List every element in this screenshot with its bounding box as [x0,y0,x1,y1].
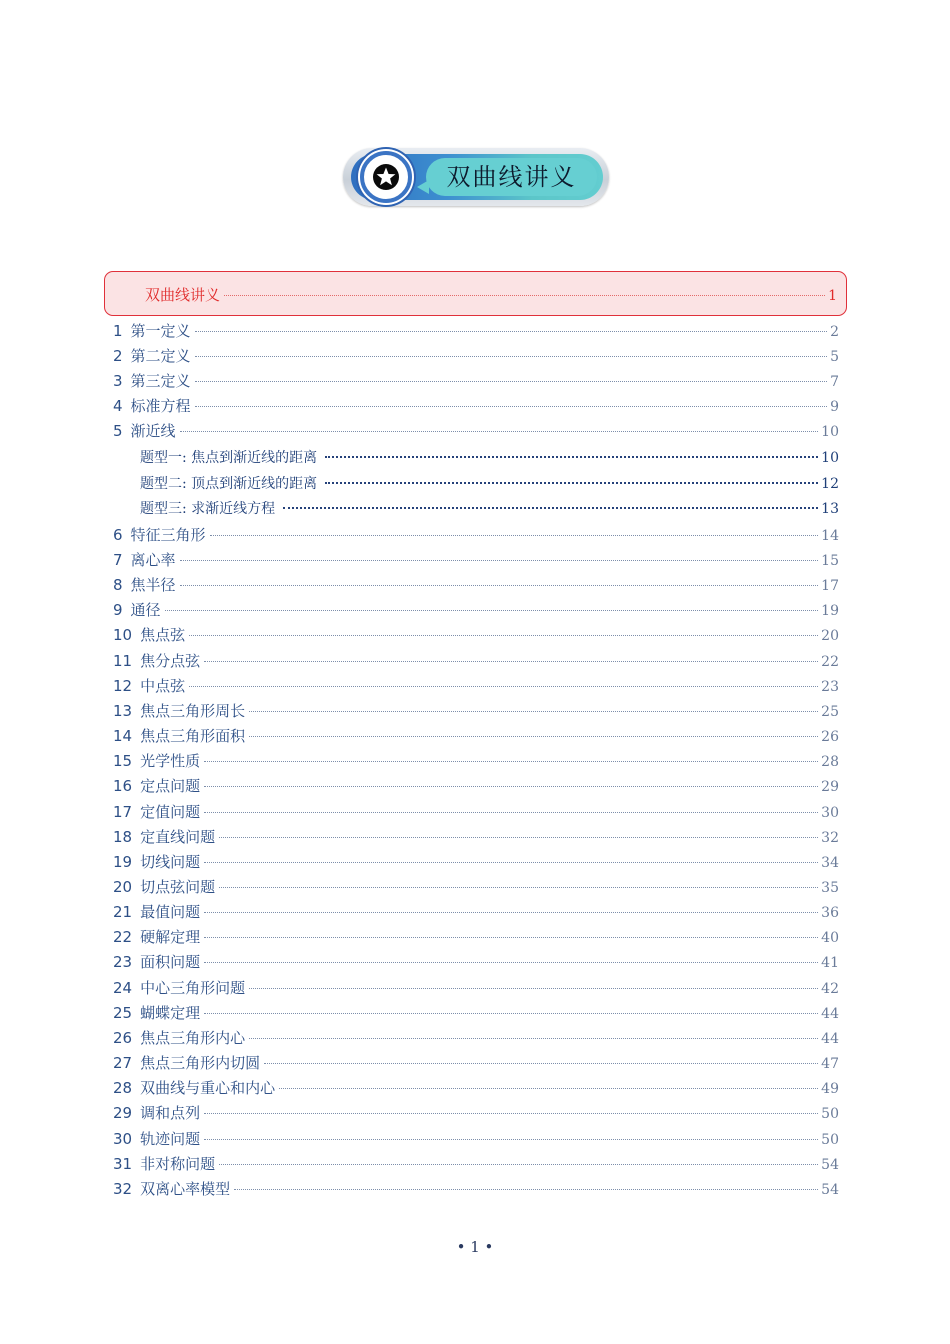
toc-leader [180,560,819,561]
toc-leader [204,1139,818,1140]
toc-entry-label [113,876,215,897]
toc-entry-page: 44 [821,1031,839,1047]
toc-entry-label [113,951,200,972]
toc-entry-number: 10 [113,626,133,644]
toc-entry-text: 题型三: 求渐近线方程 [140,501,276,517]
toc-entry-page: 12 [821,476,839,492]
toc-entry-number: 8 [113,576,123,594]
toc-entry-label [113,851,200,872]
toc-entry-number: 3 [113,372,123,390]
toc-entry-page: 54 [821,1157,839,1173]
toc-entry-text: 蝴蝶定理 [140,1004,201,1022]
toc-entry-number: 15 [113,752,133,770]
toc-entry-number: 14 [113,727,133,745]
toc-entry-label [113,420,176,441]
toc-entry-page: 19 [821,603,839,619]
toc-entry-number: 13 [113,702,133,720]
toc-entry-label [113,1102,200,1123]
toc-entry[interactable] [113,1128,839,1148]
toc-entry-page: 23 [821,679,839,695]
toc-leader [204,661,818,662]
toc-entry-page: 50 [821,1106,839,1122]
toc-entry-text: 光学性质 [140,752,201,770]
toc-leader [189,686,818,687]
toc-entry-text: 离心率 [130,551,176,569]
toc-leader [204,761,818,762]
toc-leader [204,812,818,813]
toc-leader [195,331,828,332]
toc-entry-text: 调和点列 [140,1104,201,1122]
toc-entry-text: 定值问题 [140,803,201,821]
toc-entry[interactable] [113,1077,839,1097]
toc-leader [195,356,828,357]
toc-entry-page: 44 [821,1006,839,1022]
toc-entry-label [113,549,176,570]
toc-entry-page: 25 [821,704,839,720]
toc-entry-page: 14 [821,528,839,544]
toc-entry-page: 42 [821,981,839,997]
toc-entry-text: 切线问题 [140,853,201,871]
toc-entry[interactable] [113,700,839,720]
toc-entry-number: 28 [113,1079,133,1097]
toc-entry-label [113,1128,200,1149]
toc-entry-number: 30 [113,1130,133,1148]
toc-entry-label [113,320,191,341]
toc-entry-page: 5 [830,349,839,365]
toc-entry-number: 29 [113,1104,133,1122]
toc-entry[interactable] [113,876,839,896]
toc-entry-text: 定直线问题 [140,828,216,846]
toc-entry-label [113,675,185,696]
toc-entry-label [140,473,317,493]
toc-main-page: 1 [828,288,837,304]
toc-entry-label [113,926,200,947]
toc-leader [204,912,818,913]
toc-entry-label [113,1052,260,1073]
toc-leader [325,482,818,484]
toc-entry-label [113,725,245,746]
toc-entry-number: 17 [113,803,133,821]
toc-entry-page: 29 [821,779,839,795]
toc-entry-label [113,1027,245,1048]
toc-entry-page: 10 [821,424,839,440]
toc-leader [325,456,818,458]
toc-entry[interactable] [113,675,839,695]
toc-entry[interactable] [113,951,839,971]
toc-entry-number: 18 [113,828,133,846]
toc-entry-text: 焦点三角形面积 [140,727,246,745]
toc-entry[interactable] [113,851,839,871]
toc-entry-text: 非对称问题 [140,1155,216,1173]
toc-entry[interactable] [113,926,839,946]
toc-entry-label [113,775,200,796]
toc-leader [224,295,825,296]
toc-entry-label [113,1077,275,1098]
toc-entry[interactable] [113,977,839,997]
toc-entry[interactable] [113,901,839,921]
toc-entry-number: 7 [113,551,123,569]
toc-subentry[interactable] [140,473,839,493]
toc-entry-text: 第三定义 [130,372,191,390]
toc-subentry[interactable] [140,498,839,518]
toc-entry-page: 10 [821,450,839,466]
toc-entry-number: 16 [113,777,133,795]
toc-leader [234,1189,818,1190]
toc-entry-label [140,498,275,518]
toc-entry-text: 硬解定理 [140,928,201,946]
toc-entry-text: 题型二: 顶点到渐近线的距离 [140,476,318,492]
toc-leader [195,381,828,382]
toc-entry-page: 28 [821,754,839,770]
toc-entry-text: 中点弦 [140,677,186,695]
toc-entry[interactable] [113,750,839,770]
toc-entry-label [113,1153,215,1174]
toc-entry[interactable] [113,395,839,415]
toc-leader [204,937,818,938]
toc-entry-number: 25 [113,1004,133,1022]
toc-entry-text: 题型一: 焦点到渐近线的距离 [140,450,318,466]
toc-entry-number: 6 [113,526,123,544]
toc-entry-label [113,826,215,847]
toc-entry[interactable] [113,549,839,569]
toc-entry[interactable] [113,1002,839,1022]
toc-leader [219,837,818,838]
toc-leader [219,1164,818,1165]
toc-entry-number: 31 [113,1155,133,1173]
toc-entry-page: 17 [821,578,839,594]
toc-entry-text: 双离心率模型 [140,1180,231,1198]
toc-leader [204,962,818,963]
toc-entry[interactable] [113,1102,839,1122]
toc-entry-number: 19 [113,853,133,871]
toc-entry-page: 7 [830,374,839,390]
toc-entry-page: 32 [821,830,839,846]
toc-entry-text: 焦分点弦 [140,652,201,670]
toc-entry-label [113,700,245,721]
toc-leader [279,1088,818,1089]
toc-entry-text: 焦点三角形内切圆 [140,1054,261,1072]
toc-entry-label [113,1178,230,1199]
toc-entry-label [113,624,185,645]
toc-entry-label [113,574,176,595]
toc-leader [195,406,828,407]
toc-entry-page: 20 [821,628,839,644]
toc-entry-page: 47 [821,1056,839,1072]
toc-entry-number: 5 [113,422,123,440]
toc-entry[interactable] [113,420,839,440]
toc-entry[interactable] [113,1027,839,1047]
toc-entry-number: 21 [113,903,133,921]
toc-entry-page: 9 [830,399,839,415]
toc-entry-page: 49 [821,1081,839,1097]
toc-entry-label [113,750,200,771]
toc-leader [283,507,818,509]
toc-entry-page: 35 [821,880,839,896]
toc-entry[interactable] [113,775,839,795]
toc-entry-page: 54 [821,1182,839,1198]
toc-leader [210,535,819,536]
toc-entry-text: 中心三角形问题 [140,979,246,997]
toc-entry[interactable] [113,599,839,619]
toc-entry[interactable] [113,650,839,670]
toc-entry[interactable] [113,826,839,846]
toc-entry-label [113,599,161,620]
toc-entry[interactable] [113,1052,839,1072]
toc-entry-label [113,370,191,391]
toc-entry-text: 渐近线 [130,422,176,440]
toc-leader [165,610,819,611]
toc-entry-page: 34 [821,855,839,871]
toc-entry[interactable] [113,524,839,544]
toc-entry-number: 24 [113,979,133,997]
toc-entry-number: 2 [113,347,123,365]
toc-entry-number: 27 [113,1054,133,1072]
toc-entry-text: 特征三角形 [130,526,206,544]
toc-entry-number: 23 [113,953,133,971]
toc-entry-text: 轨迹问题 [140,1130,201,1148]
toc-leader [180,585,819,586]
toc-leader [180,431,819,432]
toc-entry-label [113,801,200,822]
toc-entry-page: 22 [821,654,839,670]
toc-leader [204,862,818,863]
toc-entry-number: 1 [113,322,123,340]
toc-entry-text: 标准方程 [130,397,191,415]
toc-entry-text: 第一定义 [130,322,191,340]
toc-entry[interactable] [113,370,839,390]
toc-entry[interactable] [113,574,839,594]
toc-entry-page: 15 [821,553,839,569]
toc-entry-text: 焦半径 [130,576,176,594]
toc-entry-number: 20 [113,878,133,896]
toc-entry[interactable] [113,624,839,644]
toc-entry[interactable] [113,345,839,365]
toc-entry-page: 40 [821,930,839,946]
toc-leader [204,1113,818,1114]
toc-entry-page: 13 [821,501,839,517]
toc-leader [249,1038,818,1039]
toc-entry-label [140,447,317,467]
toc-main-label: 双曲线讲义 [145,286,221,304]
toc-entry-text: 焦点三角形内心 [140,1029,246,1047]
toc-entry-text: 焦点弦 [140,626,186,644]
star-badge-icon [360,151,412,203]
toc-entry-number: 4 [113,397,123,415]
toc-entry-text: 通径 [130,601,161,619]
toc-entry-page: 50 [821,1132,839,1148]
toc-leader [219,887,818,888]
page-number: • 1 • [456,1238,494,1256]
toc-entry[interactable] [113,725,839,745]
toc-entry-number: 11 [113,652,133,670]
toc-entry-page: 30 [821,805,839,821]
toc-entry-label [113,977,245,998]
toc-entry-page: 41 [821,955,839,971]
toc-leader [204,1013,818,1014]
toc-entry-label [113,345,191,366]
toc-entry-text: 双曲线与重心和内心 [140,1079,276,1097]
toc-entry-label [113,524,206,545]
toc-entry[interactable] [113,320,839,340]
toc-entry-page: 26 [821,729,839,745]
toc-entry-page: 2 [830,324,839,340]
toc-entry-text: 切点弦问题 [140,878,216,896]
toc-entry-text: 面积问题 [140,953,201,971]
document-title: 双曲线讲义 [446,163,577,191]
toc-entry[interactable] [113,801,839,821]
toc-entry-text: 焦点三角形周长 [140,702,246,720]
toc-leader [249,988,818,989]
toc-leader [249,736,818,737]
toc-entry-label [113,650,200,671]
toc-leader [204,786,818,787]
toc-entry-page: 36 [821,905,839,921]
toc-entry-label [113,901,200,922]
toc-entry-number: 22 [113,928,133,946]
toc-leader [264,1063,818,1064]
toc-entry-number: 26 [113,1029,133,1047]
toc-entry-text: 第二定义 [130,347,191,365]
toc-entry-number: 32 [113,1180,133,1198]
toc-entry-text: 最值问题 [140,903,201,921]
toc-main-entry[interactable] [104,271,847,316]
toc-subentry[interactable] [140,447,839,467]
toc-entry[interactable] [113,1178,839,1198]
toc-leader [249,711,818,712]
toc-entry-number: 9 [113,601,123,619]
toc-entry[interactable] [113,1153,839,1173]
toc-entry-label [113,1002,200,1023]
toc-entry-label [113,395,191,416]
toc-entry-text: 定点问题 [140,777,201,795]
toc-entry-number: 12 [113,677,133,695]
title-banner [343,148,609,206]
toc-leader [189,635,818,636]
